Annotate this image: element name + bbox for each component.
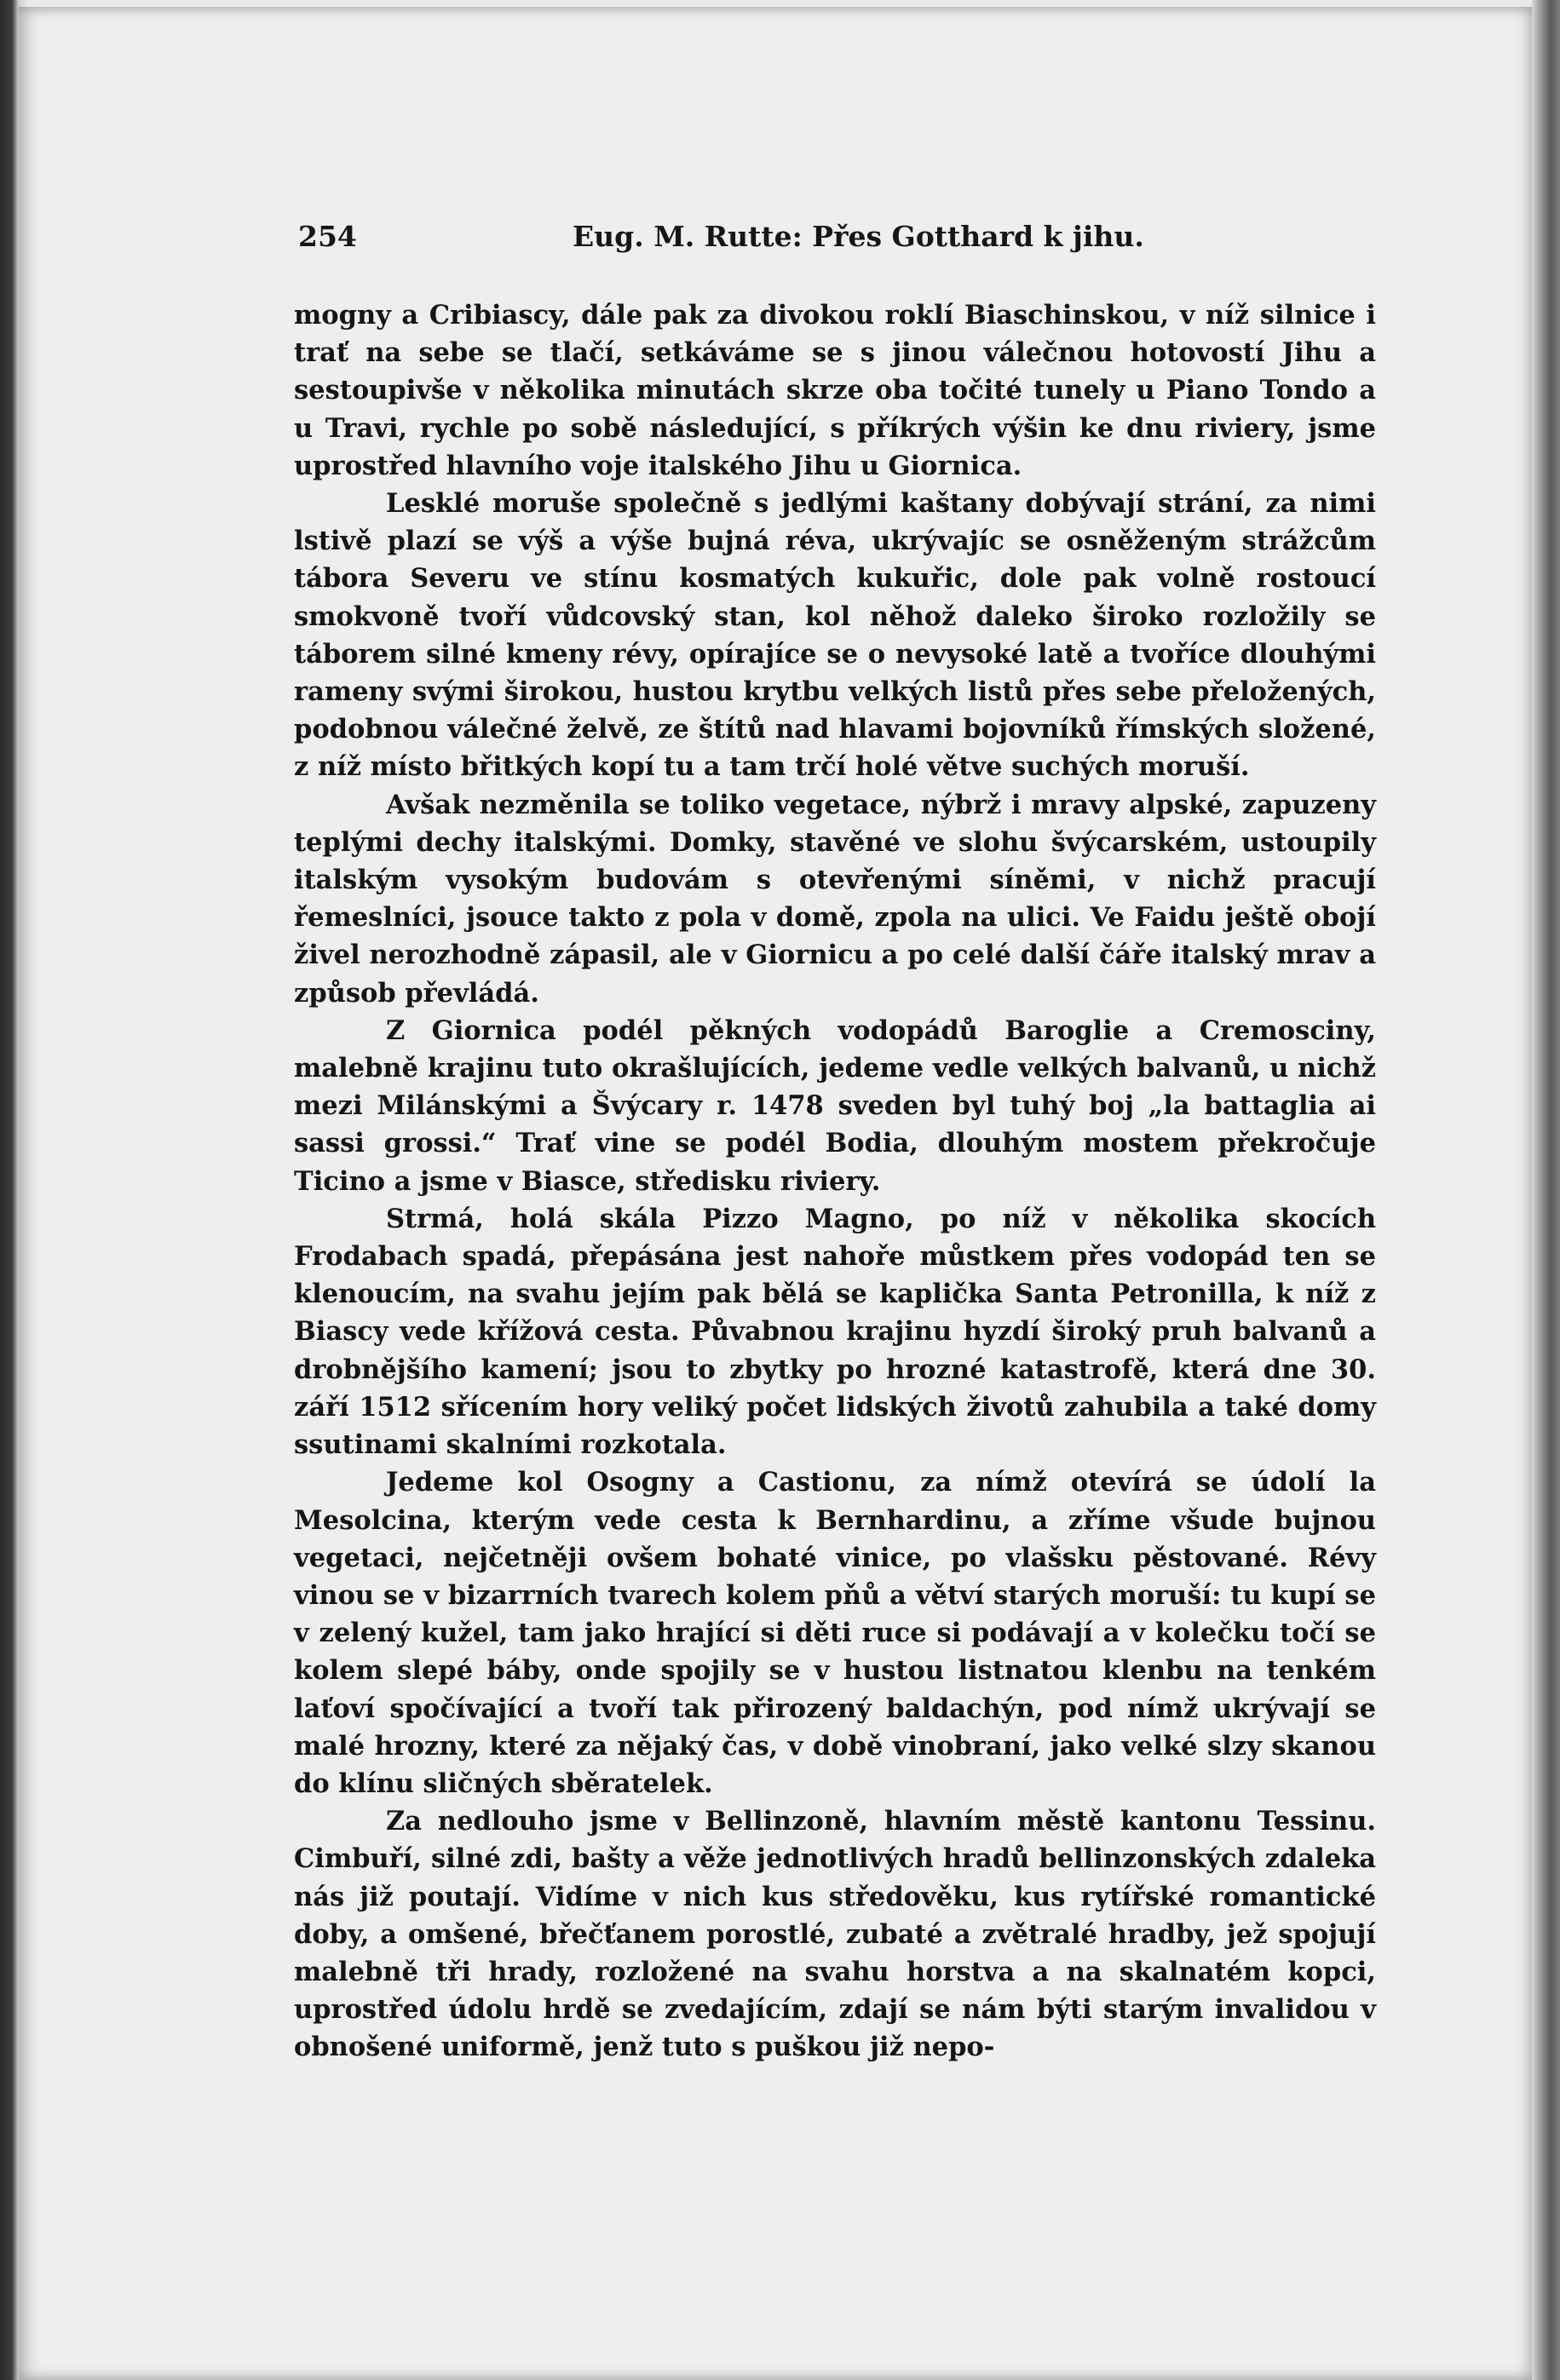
paragraph-2: Lesklé moruše společně s jedlými kaštany dobývají strání, za nimi lstivě plazí se výš a výše bujná réva, ukrývajíc se osněženým strážcům tábora Severu ve stínu kosmatých kukuřic, dole pak volně rostoucí smokvoně tvoří vůdcovský stan, kol něhož daleko široko rozložily se táborem silné kmeny révy, opírajíce se o nevysoké latě a tvoříce dlouhými rameny svými širokou, hustou krytbu velkých listů přes sebe přeložených, podobnou válečné želvě, ze štítů nad hlavami bojovníků římských složené, z níž místo břitkých kopí tu a tam trčí holé větve suchých moruší. [294,488,1376,783]
running-title: Eug. M. Rutte: Přes Gotthard k jihu. [573,220,1144,253]
running-header [298,220,1150,254]
page-edge-shadow [1532,0,1560,2380]
paragraph-5: Strmá, holá skála Pizzo Magno, po níž v několika skocích Frodabach spadá, přepásána jest nahoře můstkem přes vodopád ten se klenoucím, na svahu jejím pak bělá se kaplička Santa Petronilla, k níž z Biascy vede křížová cesta. Půvabnou krajinu hyzdí široký pruh balvanů a drobnějšího kamení; jsou to zbytky po hrozné katastrofě, která dne 30. září 1512 sřícením hory veliký počet lidských životů zahubila a také domy ssutinami skalními rozkotala. [294,1203,1376,1461]
paragraph-1: mogny a Cribiascy, dále pak za divokou roklí Biaschinskou, v níž silnice i trať na sebe se tlačí, setkáváme se s jinou válečnou hotovostí Jihu a sestoupivše v několika minutách skrze oba točité tunely u Piano Tondo a u Travi, rychle po sobě následující, s příkrých výšin ke dnu riviery, jsme uprostřed hlavního voje italského Jihu u Giornica. [294,300,1376,481]
paragraph-4: Z Giornica podél pěkných vodopádů Baroglie a Cremosciny, malebně krajinu tuto okrašlujících, jedeme vedle velkých balvanů, u nichž mezi Milánskými a Švýcary r. 1478 sveden byl tuhý boj „la battaglia ai sassi grossi.“ Trať vine se podél Bodia, dlouhým mostem překročuje Ticino a jsme v Biasce, středisku riviery. [294,1015,1376,1197]
page-number: 254 [298,220,357,253]
paragraph-3: Avšak nezměnila se toliko vegetace, nýbrž i mravy alpské, zapuzeny teplými dechy italskými. Domky, stavěné ve slohu švýcarském, ustoupily italským vysokým budovám s otevřenými síněmi, v nichž pracují řemeslníci, jsouce takto z pola v domě, zpola na ulici. Ve Faidu ještě obojí živel nerozhodně zápasil, ale v Giornicu a po celé další čáře italský mrav a způsob převládá. [294,789,1376,1009]
body-text [294,296,1376,2067]
paragraph-6: Jedeme kol Osogny a Castionu, za nímž otevírá se údolí la Mesolcina, kterým vede cesta k Bernhardinu, a zříme všude bujnou vegetaci, nejčetněji ovšem bohaté vinice, po vlašsku pěstované. Révy vinou se v bizarrních tvarech kolem pňů a větví starých moruší: tu kupí se v zelený kužel, tam jako hrající si děti ruce si podávají a v kolečku točí se kolem slepé báby, onde spojily se v hustou listnatou klenbu na tenkém laťoví spočívající a tvoří tak přirozený baldachýn, pod nímž ukrývají se malé hrozny, které za nějaký čas, v době vinobraní, jako velké slzy skanou do klínu sličných sběratelek. [294,1467,1376,1799]
paragraph-7: Za nedlouho jsme v Bellinzoně, hlavním městě kantonu Tessinu. Cimbuří, silné zdi, bašty a věže jednotlivých hradů bellinzonských zdaleka nás již poutají. Vidíme v nich kus středověku, kus rytířské romantické doby, a omšené, břečťanem porostlé, zubaté a zvětralé hradby, jež spojují malebně tři hrady, rozložené na svahu horstva a na skalnatém kopci, uprostřed údolu hrdě se zvedajícím, zdají se nám býti starým invalidou v obnošené uniformě, jenž tuto s puškou již nepo- [294,1806,1376,2063]
